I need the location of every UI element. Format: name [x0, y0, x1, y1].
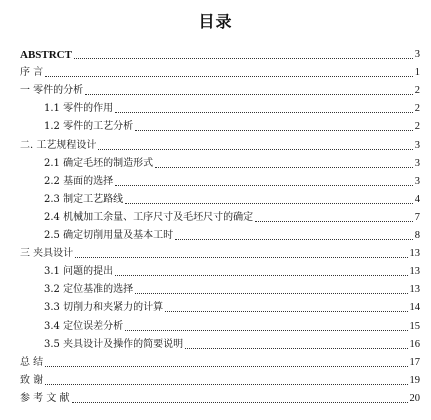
toc-page-number: 7: [414, 211, 420, 223]
toc-entry-2-3[interactable]: [20, 188, 420, 206]
dot-leader: [125, 330, 407, 331]
dot-leader: [165, 311, 407, 312]
dot-leader: [255, 221, 413, 222]
toc-entry-summary[interactable]: [20, 351, 420, 369]
toc-entry-label: 致 谢: [20, 374, 44, 386]
toc-entry-label: 二. 工艺规程设计: [20, 139, 97, 151]
toc-page-number: 20: [409, 392, 420, 404]
toc-page-number: 19: [409, 374, 420, 386]
toc-page-number: 8: [414, 230, 420, 242]
toc-page-number: 3: [414, 157, 420, 169]
dot-leader: [125, 203, 413, 204]
toc-page-number: 3: [414, 49, 420, 61]
dot-leader: [115, 275, 407, 276]
toc-page-number: 17: [409, 356, 420, 368]
toc-entry-chapter-3[interactable]: [20, 242, 420, 260]
toc-entry-preface[interactable]: [20, 61, 420, 79]
dot-leader: [72, 402, 408, 403]
dot-leader: [115, 185, 413, 186]
toc-entry-label: 2.2 基面的选择: [44, 175, 114, 187]
toc-entry-label: 总 结: [20, 356, 44, 368]
toc-entry-2-4[interactable]: [20, 206, 420, 224]
toc-entry-label: 序 言: [20, 67, 44, 79]
toc-entry-label: 1.1 零件的作用: [44, 103, 114, 115]
toc-entry-label: 3.3 切削力和夹紧力的计算: [44, 302, 164, 314]
toc-entry-1-2[interactable]: [20, 115, 420, 133]
table-of-contents: [20, 43, 420, 405]
toc-page-number: 15: [409, 320, 420, 332]
dot-leader: [45, 366, 407, 367]
dot-leader: [155, 167, 413, 168]
dot-leader: [135, 130, 413, 131]
toc-entry-label: 3.1 问题的提出: [44, 266, 114, 278]
toc-entry-2-2[interactable]: [20, 170, 420, 188]
toc-page-number: 2: [414, 85, 420, 97]
toc-entry-3-4[interactable]: [20, 314, 420, 332]
dot-leader: [98, 149, 412, 150]
toc-page-number: 13: [409, 248, 420, 260]
toc-page-number: 3: [414, 175, 420, 187]
toc-entry-label: 3.4 定位误差分析: [44, 320, 124, 332]
dot-leader: [85, 94, 413, 95]
toc-entry-3-5[interactable]: [20, 333, 420, 351]
toc-entry-label: 3.5 夹具设计及操作的简要说明: [44, 338, 184, 350]
toc-page-number: 13: [409, 266, 420, 278]
dot-leader: [185, 348, 407, 349]
toc-entry-label: 2.1 确定毛坯的制造形式: [44, 157, 154, 169]
toc-entry-label: 1.2 零件的工艺分析: [44, 121, 134, 133]
dot-leader: [175, 239, 413, 240]
toc-entry-label: 一 零件的分析: [20, 85, 84, 97]
dot-leader: [45, 76, 413, 77]
toc-entry-label: 2.4 机械加工余量、工序尺寸及毛坯尺寸的确定: [44, 211, 254, 223]
dot-leader: [135, 293, 407, 294]
toc-page-number: 14: [409, 302, 420, 314]
toc-entry-2-1[interactable]: [20, 152, 420, 170]
toc-entry-3-3[interactable]: [20, 296, 420, 314]
toc-entry-label: 3.2 定位基准的选择: [44, 284, 134, 296]
toc-entry-3-1[interactable]: [20, 260, 420, 278]
toc-entry-1-1[interactable]: [20, 97, 420, 115]
page-title: 目录: [198, 12, 233, 31]
toc-entry-label: ABSTRCT: [20, 49, 72, 62]
toc-entry-3-2[interactable]: [20, 278, 420, 296]
toc-page-number: 3: [414, 139, 420, 151]
toc-page-number: 2: [414, 121, 420, 133]
toc-entry-2-5[interactable]: [20, 224, 420, 242]
toc-page-number: 4: [414, 193, 420, 205]
toc-page-number: 13: [409, 284, 420, 296]
dot-leader: [115, 112, 413, 113]
toc-entry-chapter-2[interactable]: [20, 133, 420, 151]
toc-entry-references[interactable]: [20, 387, 420, 405]
toc-entry-abstract[interactable]: [20, 43, 420, 61]
toc-page-number: 16: [409, 338, 420, 350]
dot-leader: [45, 384, 407, 385]
toc-entry-label: 三 夹具设计: [20, 248, 74, 260]
dot-leader: [75, 257, 407, 258]
toc-entry-label: 参 考 文 献: [20, 392, 70, 404]
toc-entry-acknowledgements[interactable]: [20, 369, 420, 387]
toc-entry-chapter-1[interactable]: [20, 79, 420, 97]
toc-page-number: 2: [414, 103, 420, 115]
toc-page-number: 1: [414, 67, 420, 79]
toc-entry-label: 2.5 确定切削用量及基本工时: [44, 230, 174, 242]
dot-leader: [74, 58, 413, 59]
toc-entry-label: 2.3 制定工艺路线: [44, 193, 124, 205]
